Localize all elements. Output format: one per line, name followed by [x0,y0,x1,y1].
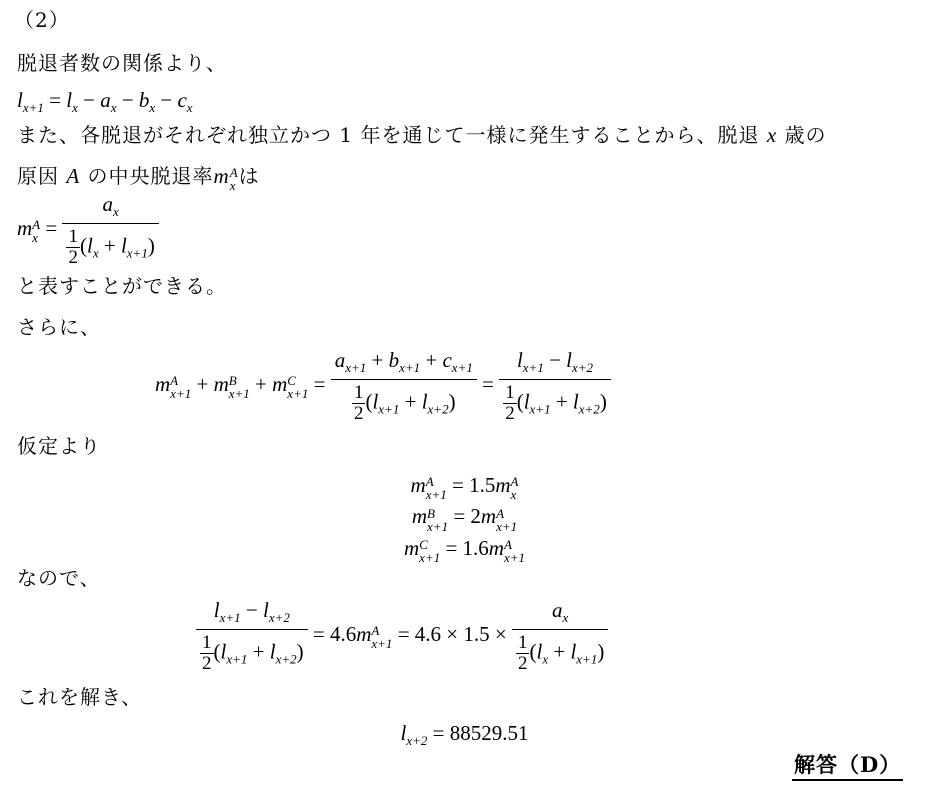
independence-statement [17,121,827,149]
furthermore-text: さらに、 [17,315,101,339]
equation-combined: $l_{x+1} - l_{x+2}$ $\frac{1}{2}$ $(l_{x+1} + l_{x+2})$ = 4.6m A x+1 = 4.6 × 1.5 × $a_x$ $\frac{1}{2}$ $(l_x + l_{x+1})$ [196,598,608,674]
section-heading: （2） [14,8,70,32]
therefore-text: なので、 [17,566,101,590]
fraction-decrements-over-average: $a_{x+1} + b_{x+1} + c_{x+1}$ $\frac{1}{2}$ $(l_{x+1} + l_{x+2})$ [331,348,477,424]
assumption-equations [0,470,929,564]
fraction-l-difference-over-average: $l_{x+1} - l_{x+2}$ $\frac{1}{2}$ $(l_{x+1} + l_{x+2})$ [499,348,611,424]
result-equation: $l_{x+2} = 88529.51$ [400,721,529,749]
equation-sum-of-rates: m A x+1 + m B x+1 + m C x+1 = $a_{x+1} + b_{x+1} + c_{x+1}$ $\frac{1}{2}$ $(l_{x+1} + l_{x+2})$ = $l_{x+1} - l_{x+2}$ $\frac{1}{2}$ $(l_{x+1} + l_{x+2})$ [155,348,611,424]
fraction-left: $l_{x+1} - l_{x+2}$ $\frac{1}{2}$ $(l_{x+1} + l_{x+2})$ [196,598,308,674]
result-value: 88529.51 [449,721,529,745]
central-rate-statement: 原因 A の中央脱退率m A x は [17,164,260,194]
solving-text: これを解き、 [17,685,143,709]
cause-A: A [66,164,81,188]
assumption-1: m A x+1 = 1.5m A x [410,473,519,503]
equation-central-rate-definition: m A x = $a_x$ $\frac{1}{2}$ $(l_x + l_{x+1})$ [17,192,159,268]
fraction-right: $a_x$ $\frac{1}{2}$ $(l_x + l_{x+1})$ [512,598,608,674]
assumption-3: m C x+1 = 1.6m A x+1 [403,535,526,566]
intro-text: 脱退者数の関係より、 [17,51,227,75]
cause-text-c: は [238,164,260,188]
equation-decrement-relation: $l_{x+1} = l_x - a_x - b_x - c_x$ [17,88,193,116]
expression-statement: と表すことができる。 [17,274,227,298]
assumption-2: m B x+1 = 2m A x+1 [411,504,518,534]
cause-text-b: の中央脱退率 [87,164,214,188]
independence-text-a: また、各脱退がそれぞれ独立かつ 1 年を通じて一様に発生することから、脱退 [17,123,760,147]
assumption-text: 仮定より [17,434,101,458]
age-x: x [766,123,778,147]
answer-label: 解答（D） [792,752,903,781]
cause-text-a: 原因 [17,164,59,188]
fraction-ax-over-average-l: $a_x$ $\frac{1}{2}$ $(l_x + l_{x+1})$ [62,192,158,268]
independence-text-b: 歳の [784,123,827,147]
